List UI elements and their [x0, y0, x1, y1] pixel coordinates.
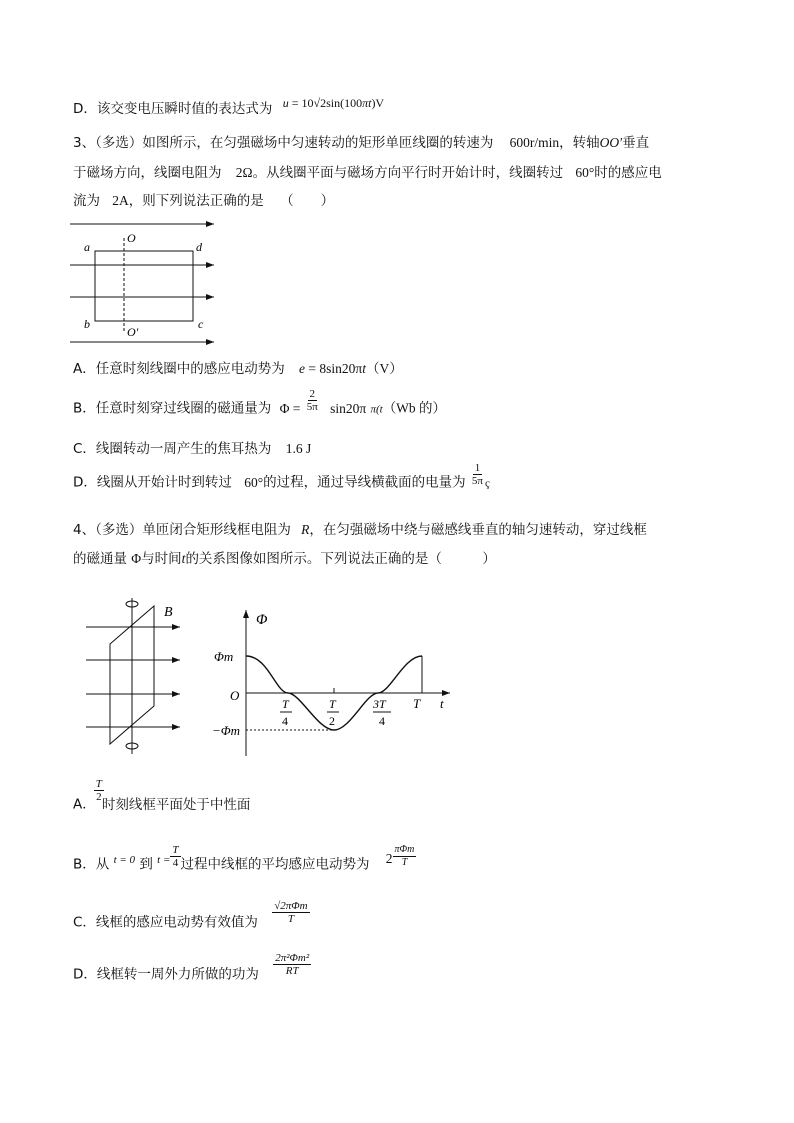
q3-option-b: B．任意时刻穿过线圈的磁通量为 Φ = $\frac{2}{5\pi}$ sin20π π(t（Wb 的） [73, 388, 447, 417]
label-origin: O [230, 688, 240, 703]
q4-option-a: A． $\frac{T}{2}$ 时刻线框平面处于中性面 [73, 778, 251, 813]
label-3t4-num: 3T [373, 697, 386, 711]
coil-rect [95, 251, 193, 321]
q4-stem-line2: 的磁通量 Φ与时间t的关系图像如图所示。下列说法正确的是（ ） [73, 551, 496, 567]
q2-option-d: D．该交变电压瞬时值的表达式为 u = 10√2sin(100πt)V [73, 96, 385, 117]
q3-stem-line1: 3、（多选）如图所示，在匀强磁场中匀速转动的矩形单匝线圈的转速为 600r/min，转轴OO′垂直 [73, 135, 650, 151]
label-b-field: B [164, 605, 173, 620]
q4-option-c: C．线框的感应电动势有效值为 $\frac{\text{√2πΦm}}{T}$ [73, 900, 308, 931]
q2-d-formula: u = 10√2sin(100πt)V [282, 96, 385, 110]
q3-option-a: A．任意时刻线圈中的感应电动势为 e = 8sin20πt（V） [73, 361, 403, 377]
q3-option-d: D．线圈从开始计时到转过 60°的过程，通过导线横截面的电量为 $\frac{1}{5\pi}$ ç [73, 462, 490, 491]
label-b: b [84, 317, 90, 331]
q3-option-c: C．线圈转动一周产生的焦耳热为 1.6 J [73, 441, 312, 457]
label-t-axis: t [440, 696, 444, 711]
label-neg-phim: −Φm [212, 723, 241, 738]
q4-frame-diagram [86, 596, 196, 756]
label-o: O [127, 231, 136, 245]
label-c: c [198, 317, 204, 331]
q4-option-b: B．从 $^{t = 0}$ 到 $^{t =}$ $\frac{T}{4}$ 过程中线框的平均感应电动势为 2 $\frac{\text{πΦm}}{T}$ [73, 844, 415, 873]
q4-stem-line1: 4、（多选）单匝闭合矩形线框电阻为 R，在匀强磁场中绕与磁感线垂直的轴匀速转动，穿过线框 [73, 522, 647, 538]
q3-stem-line2: 于磁场方向，线圈电阻为 2Ω。从线圈平面与磁场方向平行时开始计时，线圈转过 60°时的感应电 [73, 165, 662, 181]
label-a: a [84, 240, 90, 254]
label-t4-den: 4 [282, 714, 288, 728]
label-phi-axis: Φ [256, 612, 268, 628]
q4-option-d: D．线框转一周外力所做的功为 $\frac{\text{2π²Φm²}}{RT}$ [73, 952, 310, 983]
label-t2-num: T [329, 697, 336, 711]
q3-coil-diagram [66, 218, 226, 346]
label-t4-num: T [282, 697, 289, 711]
label-d: d [196, 240, 202, 254]
label-t-end: T [413, 696, 421, 711]
label-phim: Φm [214, 649, 234, 664]
label-o-prime: O′ [127, 325, 139, 339]
q3-stem-line3: 流为 2A，则下列说法正确的是 （ ） [73, 193, 335, 209]
q4-flux-graph [210, 604, 460, 764]
label-t2-den: 2 [329, 714, 335, 728]
label-3t4-den: 4 [379, 714, 385, 728]
